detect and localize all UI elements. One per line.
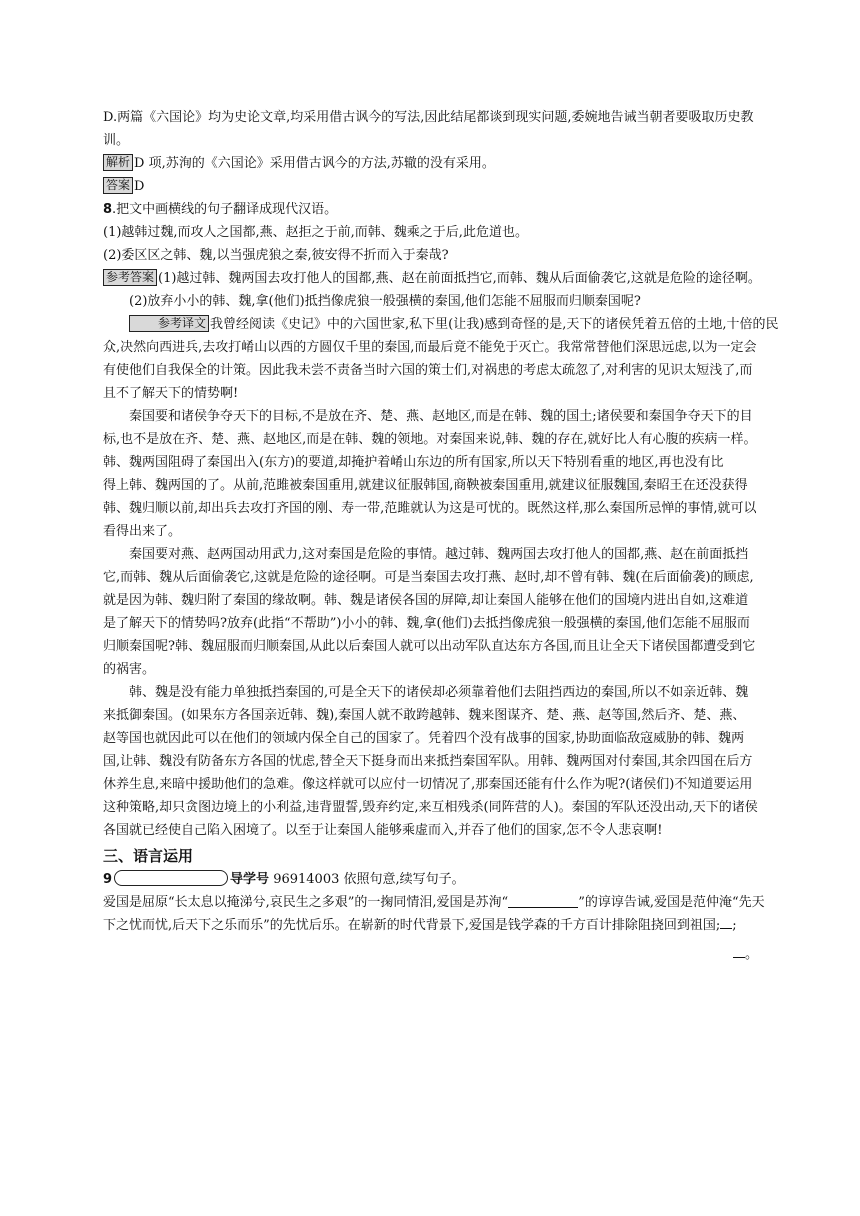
- translation-p2-line-1: 秦国要和诸侯争夺天下的目标,不是放在齐、楚、燕、赵地区,而是在韩、魏的国土;诸侯要和秦国争夺天下的目: [129, 409, 753, 424]
- reference-answer-1: (1)越过韩、魏两国去攻打他人的国都,燕、赵在前面抵挡它,而韩、魏从后面偷袭它,这就是危险的途径啊。: [158, 271, 761, 286]
- translation-p2-line-3: 韩、魏两国阻碍了秦国出入(东方)的要道,却掩护着崤山东边的所有国家,所以天下特别看重的地区,再也没有比: [103, 455, 724, 470]
- question-9-text-1a: 爱国是屈原“长太息以掩涕兮,哀民生之多艰”的一掬同情泪,爱国是苏洵“: [103, 895, 509, 910]
- question-9-line-1: [103, 891, 765, 914]
- question-9-text-1b: ”的谆谆告诫,爱国是范仲淹“先天: [578, 895, 765, 910]
- fill-blank-2[interactable]: [720, 916, 732, 929]
- question-9-text-2-end: ;: [732, 918, 737, 933]
- translation-p2-line-5: 韩、魏归顺以前,却出兵去攻打齐国的刚、寿一带,范雎就认为这是可忧的。既然这样,那么秦国所忌惮的事情,就可以: [103, 501, 757, 516]
- section-3-title: 三、语言运用: [103, 847, 194, 865]
- translation-p2-line-2: 标,也不是放在齐、楚、燕、赵地区,而是在韩、魏的领地。对秦国来说,韩、魏的存在,就好比人有心腹的疾病一样。: [103, 432, 757, 447]
- translation-p4-line-7: 各国就已经使自己陷入困境了。以至于让秦国人能够乘虚而入,并吞了他们的国家,怎不令人悲哀啊!: [103, 823, 663, 838]
- analysis-row: [103, 152, 758, 175]
- translation-p1-line-1: [103, 313, 779, 336]
- translation-p4-line-5: 休养生息,来暗中援助他们的急难。像这样就可以应付一切情况了,那秦国还能有什么作为呢?(诸侯们)不知道要运用: [103, 777, 753, 792]
- question-9-end-mark: 。: [744, 947, 758, 962]
- question-9-number: 9: [103, 872, 113, 887]
- translation-p3-line-2: 它,而韩、魏从后面偷袭它,这就是危险的途径啊。可是当秦国去攻打燕、赵时,却不曾有韩、魏(在后面偷袭)的顾虑,: [103, 570, 754, 585]
- translation-p2-line-4: 得上韩、魏两国的了。从前,范雎被秦国重用,就建议征服韩国,商鞅被秦国重用,就建议征服魏国,秦昭王在还没获得: [103, 478, 748, 493]
- translation-p2-line-6: 看得出来了。: [103, 524, 182, 539]
- translation-p4-line-1: 韩、魏是没有能力单独抵挡秦国的,可是全天下的诸侯却必须靠着他们去阻挡西边的秦国,所以不如亲近韩、魏: [129, 685, 749, 700]
- analysis-text: D 项,苏洵的《六国论》采用借古讽今的方法,苏辙的没有采用。: [134, 156, 495, 171]
- translation-p3-line-6: 的祸害。: [103, 662, 156, 677]
- translation-p3-line-3: 就是因为韩、魏归附了秦国的缘故啊。韩、魏是诸侯各国的屏障,却让秦国人能够在他们的国境内进出自如,这难道: [103, 593, 749, 608]
- question-8-number: 8: [103, 202, 113, 217]
- translation-p1-text-1: 我曾经阅读《史记》中的六国世家,私下里(让我)感到奇怪的是,天下的诸侯凭着五倍的土地,十倍的民: [210, 317, 779, 332]
- document-body: [103, 106, 779, 966]
- question-9-line-3: [103, 943, 758, 966]
- question-9-line-2: [103, 914, 758, 937]
- fill-blank-3[interactable]: [733, 945, 745, 958]
- translation-p3-line-1: 秦国要对燕、赵两国动用武力,这对秦国是危险的事情。越过韩、魏两国去攻打他人的国都,燕、赵在前面抵挡: [129, 547, 749, 562]
- translation-p1-line-3: 有使他们自我保全的计策。因此我未尝不责备当时六国的策士们,对祸患的考虑太疏忽了,对利害的见识太短浅了,而: [103, 363, 753, 378]
- translation-p4-line-2: 来抵御秦国。(如果东方各国亲近韩、魏),秦国人就不敢跨越韩、魏来图谋齐、楚、燕、赵等国,然后齐、楚、燕、: [103, 708, 746, 723]
- guide-pill: [114, 870, 228, 886]
- translation-p3-line-4: 是了解天下的情势吗?放弃(此指“不帮助”)小小的韩、魏,拿(他们)去抵挡像虎狼一般强横的秦国,他们怎能不屈服而: [103, 616, 750, 631]
- answer-tag: 答案: [103, 177, 133, 194]
- translation-p1-line-2: 众,决然向西进兵,去攻打崤山以西的方圆仅千里的秦国,而最后竟不能免于灭亡。我常常替他们深思远虑,以为一定会: [103, 340, 757, 355]
- translation-p4-line-4: 国,让韩、魏没有防备东方各国的忧虑,替全天下挺身而出来抵挡秦国军队。用韩、魏两国对付秦国,其余四国在后方: [103, 754, 753, 769]
- translation-p4-line-6: 这种策略,却只贪图边境上的小利益,违背盟誓,毁弃约定,来互相残杀(同阵营的人)。秦国的军队还没出动,天下的诸侯: [103, 800, 758, 815]
- reference-answer-tag: 参考答案: [103, 269, 157, 286]
- guide-code: 96914003: [273, 872, 340, 887]
- translation-p4-line-3: 赵等国也就因此可以在他们的领域内保全自己的国家了。凭着四个没有战事的国家,协助面临敌寇威胁的韩、魏两: [103, 731, 745, 746]
- guide-label: 导学号: [230, 872, 270, 887]
- reference-answer-row: [103, 267, 761, 290]
- analysis-tag: 解析: [103, 154, 133, 171]
- question-9-text-2: 下之忧而忧,后天下之乐而乐”的先忧后乐。在崭新的时代背景下,爱国是钱学森的千方百计排除阻挠回到祖国;: [103, 918, 721, 933]
- translation-tag: 参考译文: [129, 315, 209, 332]
- question-8-sentence-1: (1)越韩过魏,而攻人之国都,燕、赵拒之于前,而韩、魏乘之于后,此危道也。: [103, 225, 528, 240]
- option-d-line-2: 训。: [103, 133, 130, 148]
- answer-text: D: [134, 179, 145, 194]
- fill-blank-1[interactable]: [508, 893, 578, 908]
- question-8-sentence-2: (2)委区区之韩、魏,以当强虎狼之秦,彼安得不折而入于秦哉?: [103, 248, 449, 263]
- reference-answer-2: (2)放弃小小的韩、魏,拿(他们)抵挡像虎狼一般强横的秦国,他们怎能不屈服而归顺秦国呢?: [129, 294, 641, 309]
- question-9-text: 依照句意,续写句子。: [343, 872, 465, 887]
- answer-row: [103, 175, 758, 198]
- translation-p1-line-4: 且不了解天下的情势啊!: [103, 386, 239, 401]
- option-d-line-1: D.两篇《六国论》均为史论文章,均采用借古讽今的写法,因此结尾都谈到现实问题,委婉地告诫当朝者要吸取历史教: [103, 110, 754, 125]
- question-8-prompt: [103, 198, 758, 221]
- question-9-prompt: [103, 868, 758, 891]
- translation-p3-line-5: 归顺秦国呢?韩、魏屈服而归顺秦国,从此以后秦国人就可以出动军队直达东方各国,而且让全天下诸侯国都遭受到它: [103, 639, 756, 654]
- question-8-text: .把文中画横线的句子翻译成现代汉语。: [112, 202, 338, 217]
